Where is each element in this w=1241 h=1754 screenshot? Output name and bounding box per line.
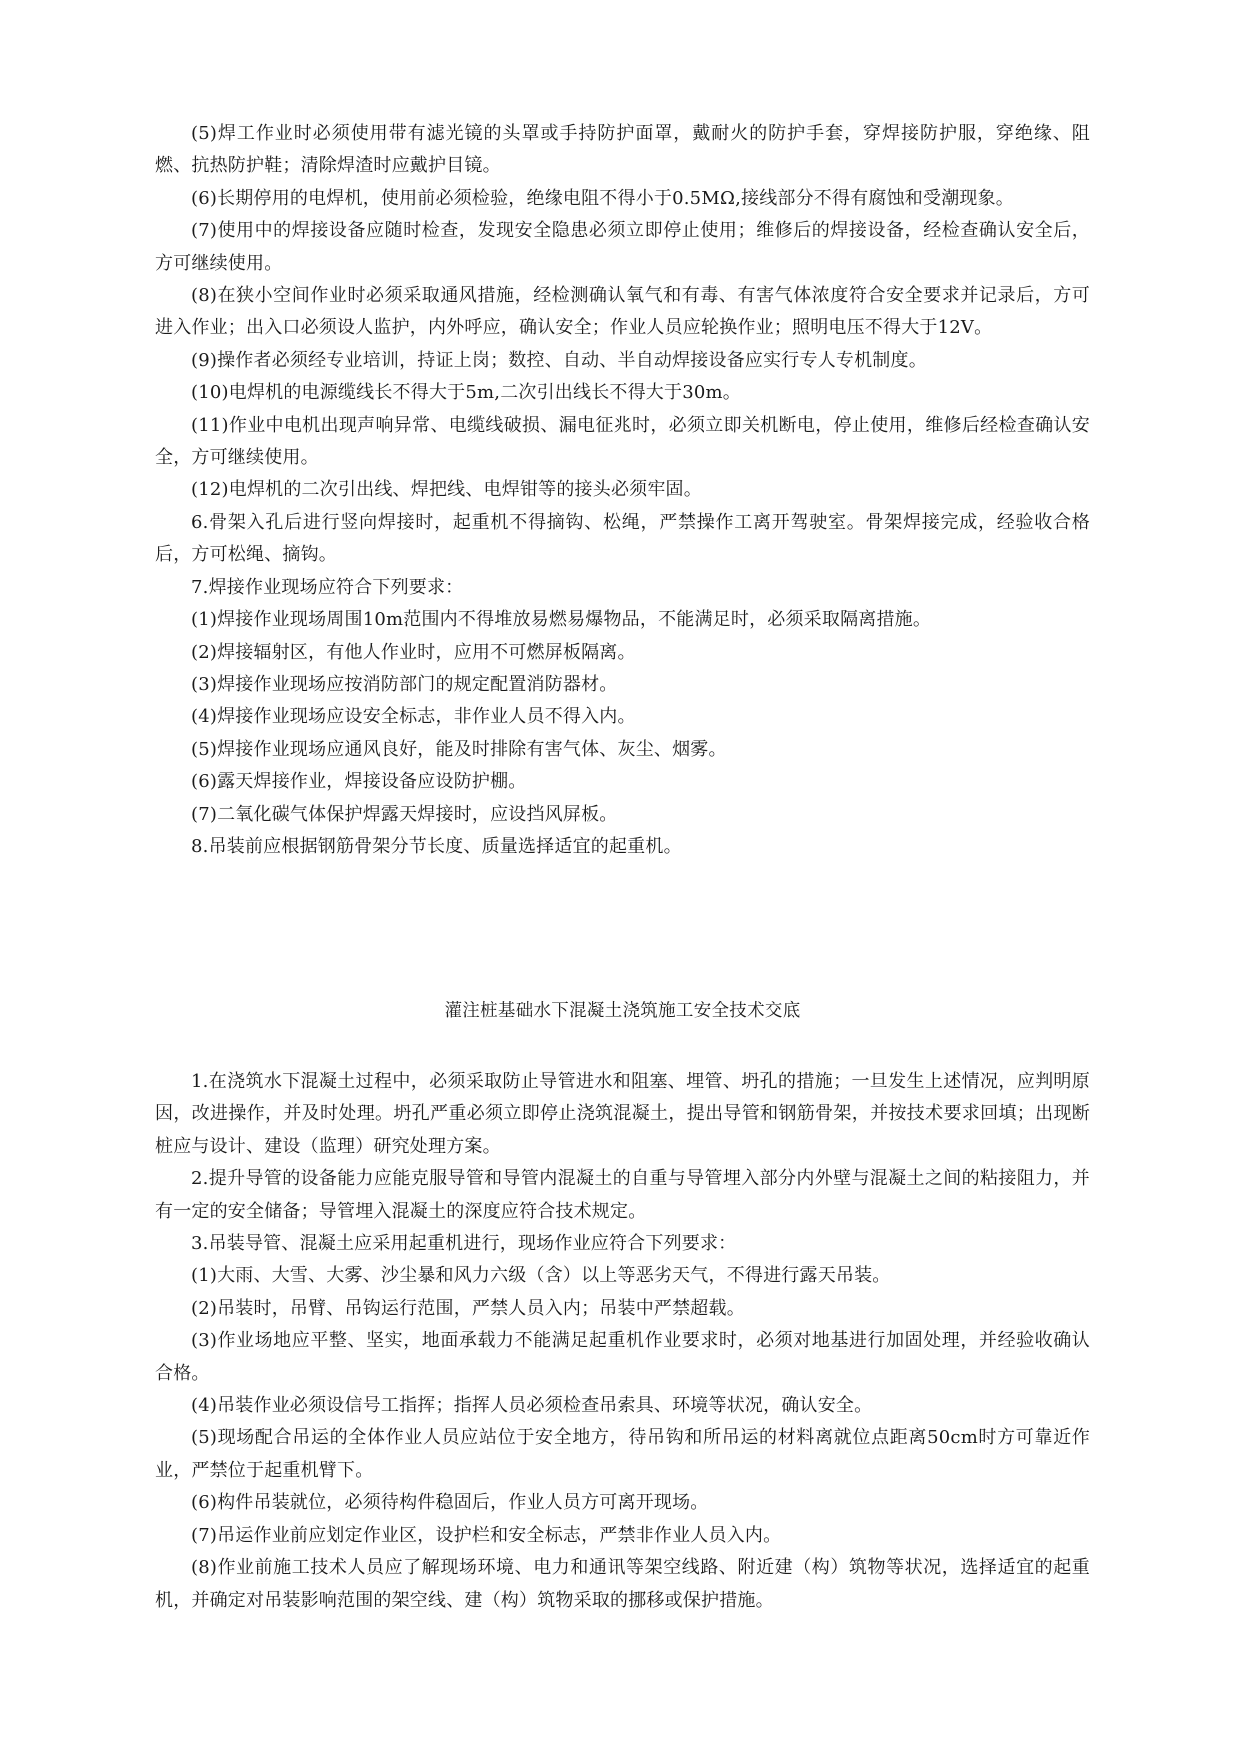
paragraph: (11)作业中电机出现声响异常、电缆线破损、漏电征兆时，必须立即关机断电，停止使用，维修后经检查确认安全，方可继续使用。 — [155, 414, 1090, 469]
paragraph: (7)吊运作业前应划定作业区，设护栏和安全标志，严禁非作业人员入内。 — [191, 1524, 782, 1546]
paragraph: (4)吊装作业必须设信号工指挥；指挥人员必须检查吊索具、环境等状况，确认安全。 — [191, 1395, 873, 1417]
welding-requirements-section — [155, 118, 1090, 863]
paragraph: (9)操作者必须经专业培训，持证上岗；数控、自动、半自动焊接设备应实行专人专机制度。 — [191, 349, 927, 371]
paragraph: 7.焊接作业现场应符合下列要求： — [191, 576, 464, 598]
paragraph: (5)现场配合吊运的全体作业人员应站位于安全地方，待吊钩和所吊运的材料离就位点距离50cm时方可靠近作业，严禁位于起重机臂下。 — [155, 1427, 1090, 1481]
paragraph: 2.提升导管的设备能力应能克服导管和导管内混凝土的自重与导管埋入部分内外壁与混凝土之间的粘接阻力，并有一定的安全储备；导管埋入混凝土的深度应符合技术规定。 — [155, 1168, 1090, 1222]
section-title: 灌注桩基础水下混凝土浇筑施工安全技术交底 — [444, 1001, 801, 1021]
paragraph: (5)焊接作业现场应通风良好，能及时排除有害气体、灰尘、烟雾。 — [191, 738, 727, 760]
paragraph: (2)吊装时，吊臂、吊钩运行范围，严禁人员入内；吊装中严禁超载。 — [191, 1297, 745, 1319]
paragraph: (10)电焊机的电源缆线长不得大于5m,二次引出线长不得大于30m。 — [191, 382, 741, 404]
paragraph: 3.吊装导管、混凝土应采用起重机进行，现场作业应符合下列要求： — [191, 1233, 737, 1255]
paragraph: 6.骨架入孔后进行竖向焊接时，起重机不得摘钩、松绳，严禁操作工离开驾驶室。骨架焊接完成，经验收合格后，方可松绳、摘钩。 — [155, 511, 1090, 566]
paragraph: (6)露天焊接作业，焊接设备应设防护棚。 — [191, 771, 527, 793]
paragraph: (7)二氧化碳气体保护焊露天焊接时，应设挡风屏板。 — [191, 803, 618, 825]
paragraph: (2)焊接辐射区，有他人作业时，应用不可燃屏板隔离。 — [191, 641, 636, 663]
paragraph: (6)长期停用的电焊机，使用前必须检验，绝缘电阻不得小于0.5MΩ,接线部分不得有腐蚀和受潮现象。 — [191, 187, 1014, 209]
paragraph: 8.吊装前应根据钢筋骨架分节长度、质量选择适宜的起重机。 — [191, 835, 682, 857]
paragraph: (7)使用中的焊接设备应随时检查，发现安全隐患必须立即停止使用；维修后的焊接设备，经检查确认安全后，方可继续使用。 — [155, 220, 1090, 274]
paragraph: (12)电焊机的二次引出线、焊把线、电焊钳等的接头必须牢固。 — [191, 479, 702, 501]
paragraph: (4)焊接作业现场应设安全标志，非作业人员不得入内。 — [191, 706, 636, 728]
paragraph: (5)焊工作业时必须使用带有滤光镜的头罩或手持防护面罩，戴耐火的防护手套，穿焊接防护服，穿绝缘、阻燃、抗热防护鞋；清除焊渣时应戴护目镜。 — [155, 123, 1090, 177]
paragraph: (8)在狭小空间作业时必须采取通风措施，经检测确认氧气和有毒、有害气体浓度符合安全要求并记录后，方可进入作业；出入口必须设人监护，内外呼应，确认安全；作业人员应轮换作业；照明电压不得大于12V。 — [155, 285, 1090, 339]
paragraph: (3)焊接作业现场应按消防部门的规定配置消防器材。 — [191, 673, 618, 695]
paragraph: (1)焊接作业现场周围10m范围内不得堆放易燃易爆物品，不能满足时，必须采取隔离措施。 — [191, 609, 932, 631]
paragraph: (1)大雨、大雪、大雾、沙尘暴和风力六级（含）以上等恶劣天气，不得进行露天吊装。 — [191, 1265, 891, 1287]
concrete-pouring-section — [155, 1066, 1090, 1617]
paragraph: (3)作业场地应平整、坚实，地面承载力不能满足起重机作业要求时，必须对地基进行加固处理，并经验收确认合格。 — [155, 1330, 1090, 1384]
paragraph: (8)作业前施工技术人员应了解现场环境、电力和通讯等架空线路、附近建（构）筑物等状况，选择适宜的起重机，并确定对吊装影响范围的架空线、建（构）筑物采取的挪移或保护措施。 — [155, 1557, 1090, 1611]
paragraph: (6)构件吊装就位，必须待构件稳固后，作业人员方可离开现场。 — [191, 1492, 709, 1514]
paragraph: 1.在浇筑水下混凝土过程中，必须采取防止导管进水和阻塞、埋管、坍孔的措施；一旦发生上述情况，应判明原因，改进操作，并及时处理。坍孔严重必须立即停止浇筑混凝土，提出导管和钢筋骨架，并按技术要求回填；出现断桩应与设计、建设（监理）研究处理方案。 — [155, 1071, 1090, 1157]
